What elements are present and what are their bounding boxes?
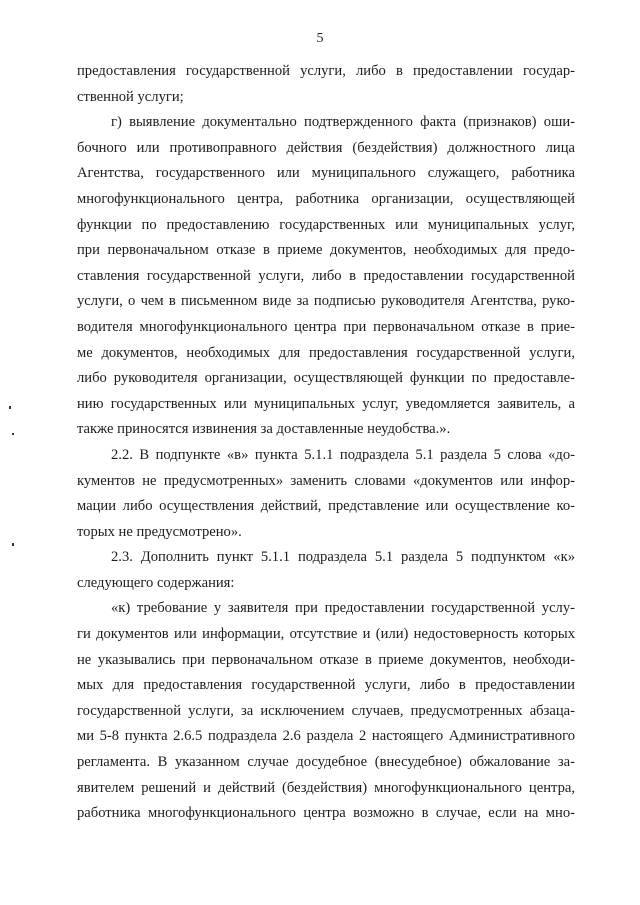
text-line: государственной услуги, за исключением случаев, предусмотренных абзаца- (77, 702, 575, 719)
text-line: регламента. В указанном случае досудебное (внесудебное) обжалование за- (77, 754, 575, 771)
text-line: ми 5-8 пункта 2.6.5 подраздела 2.6 раздела 2 настоящего Административного (77, 728, 575, 745)
text-line: ги документов или информации, отсутствие и (или) недостоверность которых (77, 626, 575, 643)
text-line: Агентства, государственного или муниципального служащего, работника (77, 165, 575, 182)
text-line: предоставления государственной услуги, либо в предоставлении государ- (77, 63, 575, 79)
text-line: явителем решений и действий (бездействия) многофункционального центра, (77, 779, 575, 796)
paragraph-2-2 (77, 443, 575, 545)
page-number: 5 (316, 31, 324, 46)
paragraph-continuation (77, 59, 575, 110)
text-line: кументов не предусмотренных» заменить словами «документов или инфор- (77, 472, 575, 489)
text-line: «к) требование у заявителя при предоставлении государственной услу- (111, 600, 575, 617)
text-line: мых для предоставления государственной услуги, либо в предоставлении (77, 677, 575, 694)
scan-speck (9, 406, 11, 409)
text-line: ственной услуги; (77, 88, 184, 105)
text-line: 2.3. Дополнить пункт 5.1.1 подраздела 5.1 раздела 5 подпунктом «к» (111, 549, 575, 566)
text-line: водителя многофункционального центра при первоначальном отказе в прие- (77, 318, 575, 335)
text-line: также приносятся извинения за доставленные неудобства.». (77, 421, 451, 438)
text-line: нию государственных или муниципальных услуг, уведомляется заявитель, а (77, 395, 575, 412)
text-line: функции по предоставлению государственных или муниципальных услуг, (77, 216, 575, 233)
text-line: мации либо осуществления действий, представление или осуществление ко- (77, 498, 575, 515)
text-line: ставления государственной услуги, либо в предоставлении государственной (77, 267, 575, 284)
paragraph-subitem-g (77, 110, 575, 443)
text-line: бочного или противоправного действия (бездействия) должностного лица (77, 139, 575, 156)
text-line: торых не предусмотрено». (77, 523, 242, 540)
text-line: многофункционального центра, работника организации, осуществляющей (77, 190, 575, 207)
document-body (77, 59, 575, 827)
text-line: ме документов, необходимых для предоставления государственной услуги, (77, 344, 575, 361)
text-line: следующего содержания: (77, 574, 235, 591)
text-line: либо руководителя организации, осуществляющей функции по предоставле- (77, 370, 575, 387)
text-line: 2.2. В подпункте «в» пункта 5.1.1 подраздела 5.1 раздела 5 слова «до- (111, 446, 575, 463)
text-line: г) выявление документально подтвержденного факта (признаков) оши- (111, 114, 575, 131)
text-line: работника многофункционального центра возможно в случае, если на мно- (77, 805, 575, 822)
paragraph-subitem-k (77, 596, 575, 826)
text-line: не указывались при первоначальном отказе в приеме документов, необходи- (77, 651, 575, 668)
scan-speck (12, 433, 14, 435)
text-line: услуги, о чем в письменном виде за подписью руководителя Агентства, руко- (77, 293, 575, 310)
text-line: при первоначальном отказе в приеме документов, необходимых для предо- (77, 242, 575, 259)
scan-speck (12, 543, 14, 546)
paragraph-2-3 (77, 545, 575, 596)
